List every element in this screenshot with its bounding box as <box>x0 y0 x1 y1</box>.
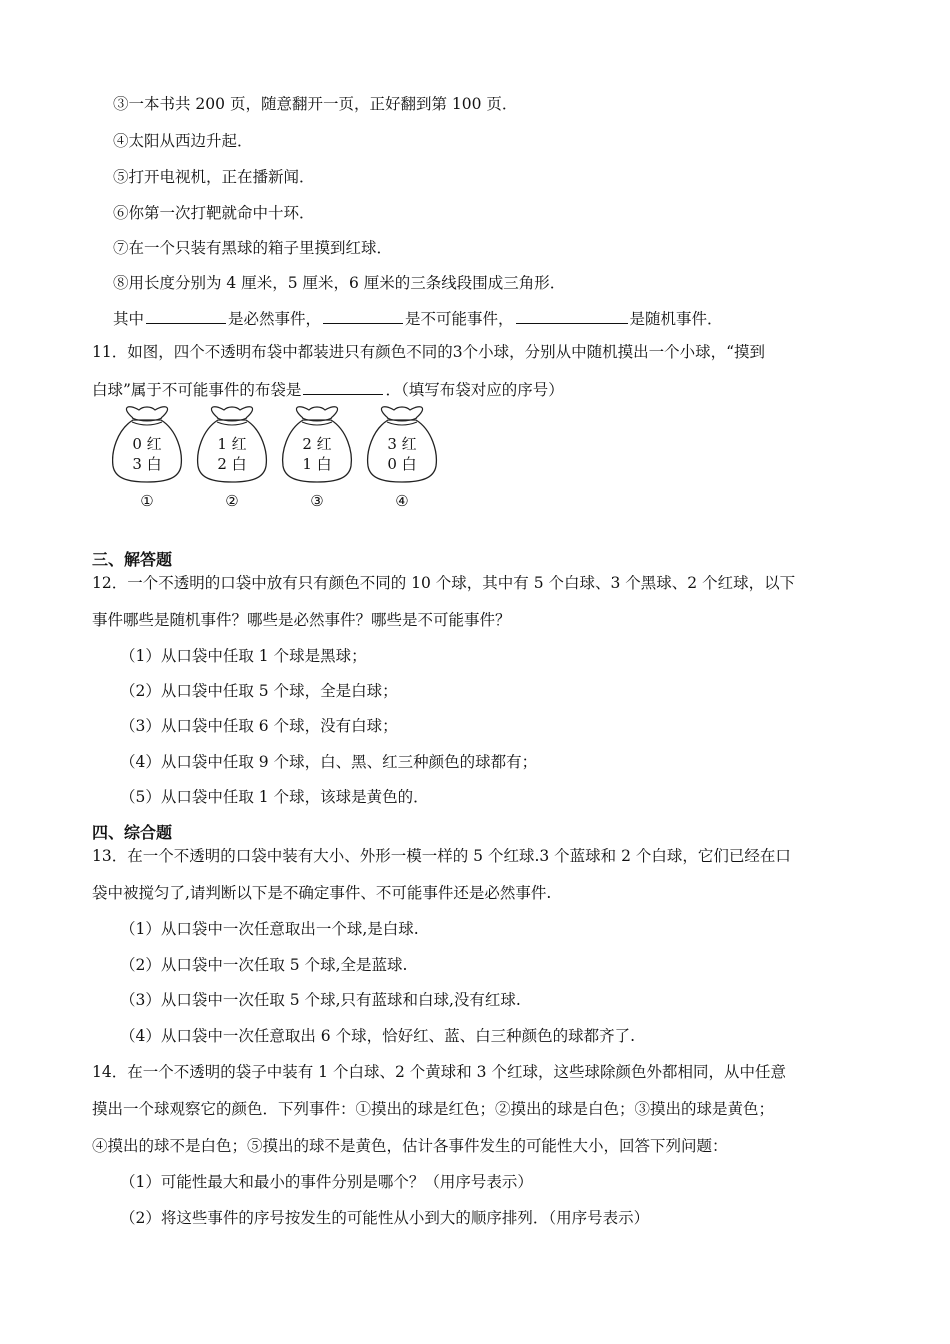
answer-blank-bag[interactable] <box>303 378 383 395</box>
bag-2 <box>198 407 267 510</box>
bag-top <box>381 407 422 418</box>
q10-answer-random: 是随机事件． <box>629 310 723 328</box>
q10-item-3: ③一本书共 200 页，随意翻开一页，正好翻到第 100 页． <box>113 95 518 113</box>
answer-blank-certain[interactable] <box>146 307 226 324</box>
q12-item-1: （1）从口袋中任取 1 个球是黑球； <box>120 647 367 665</box>
q11-line2 <box>92 378 564 400</box>
q10-answer-prefix: 其中 <box>113 310 145 328</box>
q14-item-2: （2）将这些事件的序号按发生的可能性从小到大的顺序排列．（用序号表示） <box>120 1209 650 1227</box>
q12-item-2: （2）从口袋中任取 5 个球，全是白球； <box>120 682 398 700</box>
bag-tie <box>217 418 247 425</box>
bag-top <box>211 407 252 418</box>
q12-item-5: （5）从口袋中任取 1 个球，该球是黄色的． <box>120 788 429 806</box>
answer-blank-random[interactable] <box>516 307 628 324</box>
q12-item-3: （3）从口袋中任取 6 个球，没有白球； <box>120 717 398 735</box>
q13-item-2: （2）从口袋中一次任取 5 个球,全是蓝球. <box>120 956 408 974</box>
section-heading-comprehensive: 四、综合题 <box>92 823 173 842</box>
q10-item-4: ④太阳从西边升起． <box>113 132 253 150</box>
q13-line1: 13．在一个不透明的口袋中装有大小、外形一模一样的 5 个红球.3 个蓝球和 2 个白球，它们已经在口 <box>92 847 791 865</box>
bag-tie <box>302 418 332 425</box>
bag-red-count: 2 红 <box>302 435 332 453</box>
q13-item-3: （3）从口袋中一次任取 5 个球,只有蓝球和白球,没有红球. <box>120 991 521 1009</box>
bag-white-count: 3 白 <box>132 455 162 473</box>
bag-label: ④ <box>395 492 409 510</box>
section-heading-solutions: 三、解答题 <box>92 550 173 569</box>
q10-answer-impossible: 是不可能事件， <box>405 310 514 328</box>
q12-item-4: （4）从口袋中任取 9 个球，白、黑、红三种颜色的球都有； <box>120 753 538 771</box>
bag-3 <box>283 407 352 510</box>
q10-item-6: ⑥你第一次打靶就命中十环． <box>113 204 315 222</box>
q11-line2-text: 白球”属于不可能事件的布袋是 <box>92 381 302 399</box>
bag-white-count: 0 白 <box>387 455 417 473</box>
bag-red-count: 1 红 <box>217 435 247 453</box>
q10-answer-line <box>113 307 723 329</box>
q13-item-4: （4）从口袋中一次任意取出 6 个球，恰好红、蓝、白三种颜色的球都齐了. <box>120 1027 636 1045</box>
bag-tie <box>132 418 162 425</box>
q14-line2: 摸出一个球观察它的颜色．下列事件：①摸出的球是红色；②摸出的球是白色；③摸出的球是黄色； <box>92 1100 775 1118</box>
bag-1 <box>113 407 182 510</box>
bag-white-count: 2 白 <box>217 455 247 473</box>
q14-line3: ④摸出的球不是白色；⑤摸出的球不是黄色，估计各事件发生的可能性大小，回答下列问题： <box>92 1137 728 1155</box>
q10-item-7: ⑦在一个只装有黑球的箱子里摸到红球． <box>113 239 393 257</box>
bag-red-count: 0 红 <box>132 435 162 453</box>
bag-red-count: 3 红 <box>387 435 417 453</box>
bag-label: ① <box>140 492 154 510</box>
bag-top <box>296 407 337 418</box>
q10-item-8: ⑧用长度分别为 4 厘米，5 厘米，6 厘米的三条线段围成三角形． <box>113 274 566 292</box>
q13-item-1: （1）从口袋中一次任意取出一个球,是白球. <box>120 920 419 938</box>
q10-answer-certain: 是必然事件， <box>228 310 322 328</box>
bag-label: ③ <box>310 492 324 510</box>
q11-line1: 11．如图，四个不透明布袋中都装进只有颜色不同的3个小球，分别从中随机摸出一个小球，“摸到 <box>92 343 766 361</box>
bag-top <box>126 407 167 418</box>
bag-4 <box>368 407 437 510</box>
bag-tie <box>387 418 417 425</box>
q14-line1: 14．在一个不透明的袋子中装有 1 个白球、2 个黄球和 3 个红球，这些球除颜色外都相同，从中任意 <box>92 1063 786 1081</box>
q11-line2-suffix: ．（填写布袋对应的序号） <box>385 381 564 399</box>
answer-blank-impossible[interactable] <box>323 307 403 324</box>
q14-item-1: （1）可能性最大和最小的事件分别是哪个？（用序号表示） <box>120 1173 533 1191</box>
bags-figure <box>112 404 452 514</box>
q10-item-5: ⑤打开电视机，正在播新闻． <box>113 168 315 186</box>
q12-line2: 事件哪些是随机事件？哪些是必然事件？哪些是不可能事件？ <box>92 611 511 629</box>
q13-line2: 袋中被搅匀了,请判断以下是不确定事件、不可能事件还是必然事件. <box>92 884 552 902</box>
q12-line1: 12．一个不透明的口袋中放有只有颜色不同的 10 个球，其中有 5 个白球、3 个黑球、2 个红球，以下 <box>92 574 796 592</box>
bag-label: ② <box>225 492 239 510</box>
bag-white-count: 1 白 <box>302 455 332 473</box>
